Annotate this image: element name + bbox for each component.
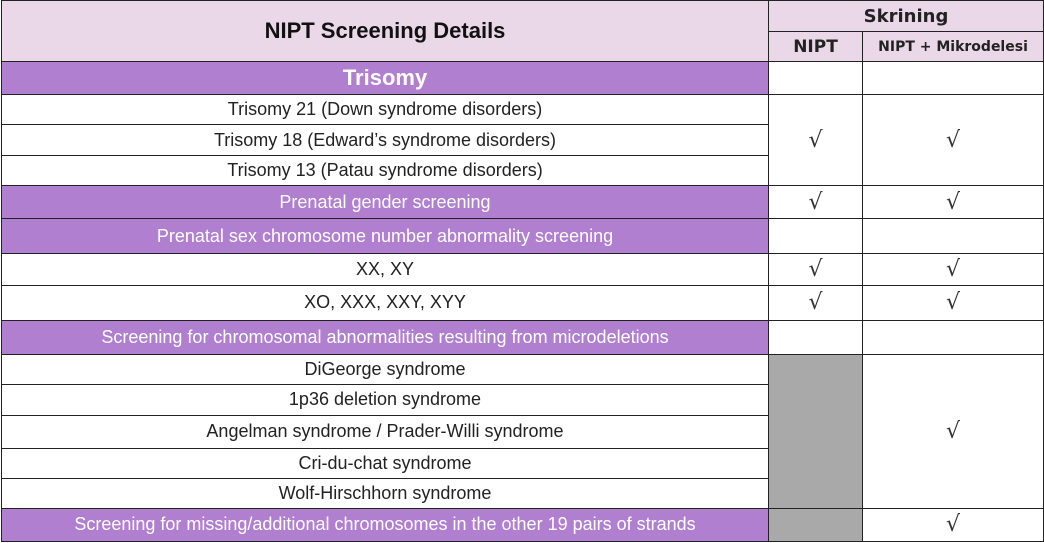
empty-cell: [863, 62, 1044, 95]
unavailable-cell: [769, 508, 863, 541]
check-mark-icon: √: [769, 286, 863, 320]
section-other-pairs: Screening for missing/additional chromosomes in the other 19 pairs of strands: [2, 508, 769, 541]
nipt-screening-table: [1, 0, 1044, 542]
empty-cell: [769, 219, 863, 254]
list-item: DiGeorge syndrome: [2, 354, 769, 384]
section-gender: Prenatal gender screening: [2, 186, 769, 219]
section-trisomy: Trisomy: [2, 62, 769, 95]
list-item: Cri-du-chat syndrome: [2, 448, 769, 478]
screening-group-header: Skrining: [769, 1, 1044, 32]
table-title: NIPT Screening Details: [2, 1, 769, 62]
unavailable-cell: [769, 354, 863, 508]
check-mark-icon: √: [863, 286, 1044, 320]
list-item: Angelman syndrome / Prader-Willi syndrome: [2, 415, 769, 448]
check-mark-icon: √: [769, 95, 863, 186]
empty-cell: [769, 320, 863, 354]
section-sex-chromosome: Prenatal sex chromosome number abnormality screening: [2, 219, 769, 254]
check-mark-icon: √: [863, 95, 1044, 186]
section-microdeletion: Screening for chromosomal abnormalities resulting from microdeletions: [2, 320, 769, 354]
check-mark-icon: √: [769, 186, 863, 219]
column-header-nipt-microdeletion: NIPT + Mikrodelesi: [863, 32, 1044, 62]
check-mark-icon: √: [863, 354, 1044, 508]
list-item: XO, XXX, XXY, XYY: [2, 286, 769, 320]
check-mark-icon: √: [769, 254, 863, 286]
list-item: Wolf-Hirschhorn syndrome: [2, 478, 769, 508]
check-mark-icon: √: [863, 186, 1044, 219]
list-item: Trisomy 21 (Down syndrome disorders): [2, 95, 769, 125]
list-item: Trisomy 18 (Edward’s syndrome disorders): [2, 125, 769, 156]
empty-cell: [769, 62, 863, 95]
list-item: Trisomy 13 (Patau syndrome disorders): [2, 156, 769, 186]
column-header-nipt: NIPT: [769, 32, 863, 62]
check-mark-icon: √: [863, 254, 1044, 286]
empty-cell: [863, 219, 1044, 254]
empty-cell: [863, 320, 1044, 354]
check-mark-icon: √: [863, 508, 1044, 541]
list-item: XX, XY: [2, 254, 769, 286]
list-item: 1p36 deletion syndrome: [2, 384, 769, 415]
